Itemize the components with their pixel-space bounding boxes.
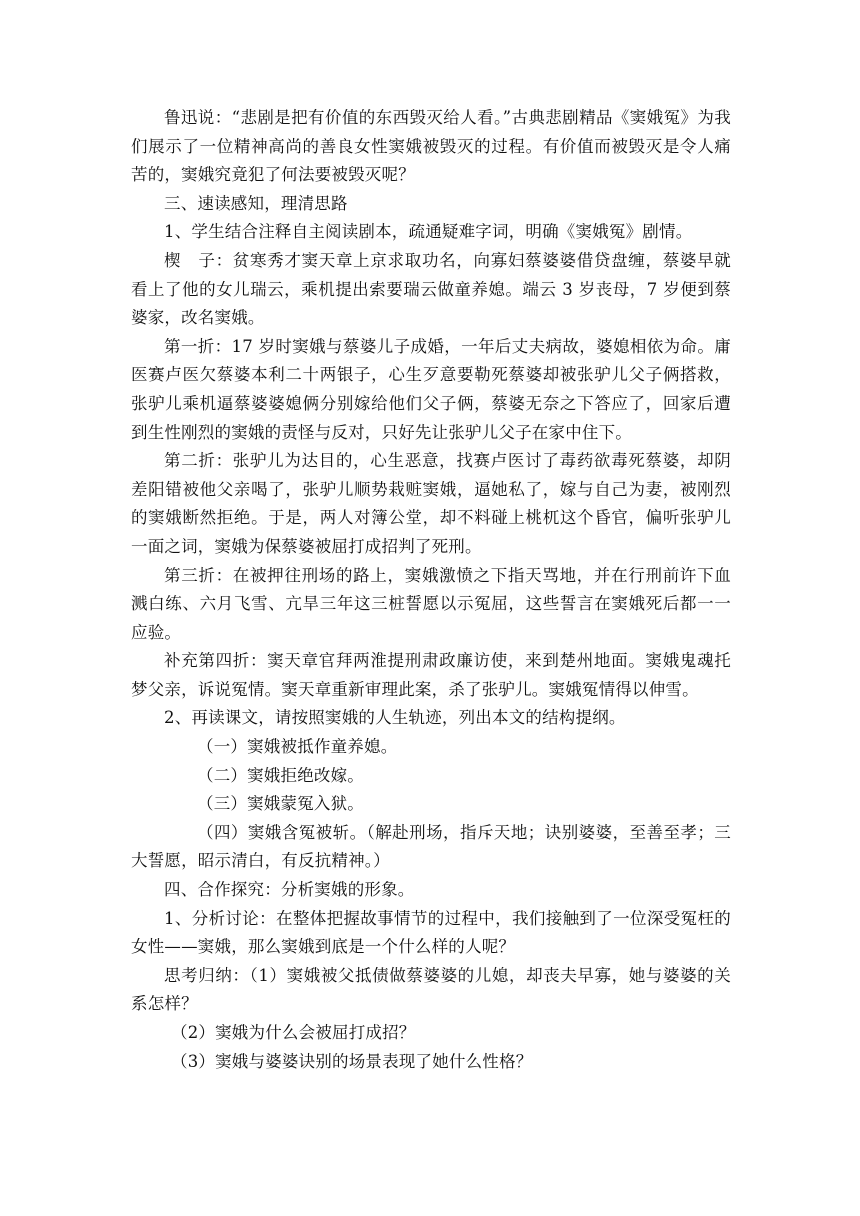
document-body <box>131 104 731 1076</box>
summary-paragraph: 思考归纳：（1）窦娥被父抵债做蔡婆婆的儿媳，却丧夫早寡，她与婆婆的关系怎样？ <box>131 965 731 1014</box>
section-heading-cooperative-inquiry: 四、合作探究：分析窦娥的形象。 <box>164 880 415 900</box>
act-1-paragraph: 第一折：17 岁时窦娥与蔡婆儿子成婚，一年后丈夫病故，婆媳相依为命。庸医赛卢医欠蔡婆本利二十两银子，心生歹意要勒死蔡婆却被张驴儿父子俩搭救，张驴儿乘机逼蔡婆婆媳俩分别嫁给他们父子俩，蔡婆无奈之下答应了，回家后遭到生性刚烈的窦娥的责怪与反对，只好先让张驴儿父子在家中住下。 <box>131 336 731 442</box>
discussion-paragraph: 1、分析讨论：在整体把握故事情节的过程中，我们接触到了一位深受冤枉的女性——窦娥，那么窦娥到底是一个什么样的人呢？ <box>131 908 731 957</box>
outline-item: （二）窦娥拒绝改嫁。 <box>197 765 364 785</box>
question-item: （2）窦娥为什么会被屈打成招？ <box>171 1023 416 1042</box>
outline-item: （四）窦娥含冤被斩。（解赴刑场，指斥天地；诀别婆婆，至善至孝；三大誓愿，昭示清白，有反抗精神。） <box>131 822 731 871</box>
question-item: （3）窦娥与婆婆诀别的场景表现了她什么性格？ <box>171 1051 533 1071</box>
prologue-paragraph: 楔 子：贫寒秀才窦天章上京求取功名，向寡妇蔡婆婆借贷盘缠，蔡婆早就看上了他的女儿瑞云，乘机提出索要瑞云做童养媳。端云 3 岁丧母，7 岁便到蔡婆家，改名窦娥。 <box>131 250 731 328</box>
outline-item: （三）窦娥蒙冤入狱。 <box>197 794 364 814</box>
act-3-paragraph: 第三折：在被押往刑场的路上，窦娥激愤之下指天骂地，并在行刑前许下血溅白练、六月飞雪、亢旱三年这三桩誓愿以示冤屈，这些誓言在窦娥死后都一一应验。 <box>131 565 731 642</box>
task-2-paragraph: 2、再读课文，请按照窦娥的人生轨迹，列出本文的结构提纲。 <box>164 708 626 728</box>
act-4-paragraph: 补充第四折：窦天章官拜两淮提刑肃政廉访使，来到楚州地面。窦娥鬼魂托梦父亲，诉说冤情。窦天章重新审理此案，杀了张驴儿。窦娥冤情得以伸雪。 <box>131 651 731 699</box>
act-2-paragraph: 第二折：张驴儿为达目的，心生恶意，找赛卢医讨了毒药欲毒死蔡婆，却阴差阳错被他父亲喝了，张驴儿顺势栽赃窦娥，逼她私了，嫁与自己为妻，被刚烈的窦娥断然拒绝。于是，两人对簿公堂，却不料碰上桃杌这个昏官，偏听张驴儿一面之词，窦娥为保蔡婆被屈打成招判了死刑。 <box>131 451 731 556</box>
intro-paragraph: 鲁迅说：“悲剧是把有价值的东西毁灭给人看。”古典悲剧精品《窦娥冤》为我们展示了一位精神高尚的善良女性窦娥被毁灭的过程。有价值而被毁灭是令人痛苦的，窦娥究竟犯了何法要被毁灭呢？ <box>131 108 731 185</box>
outline-item: （一）窦娥被抵作童养媳。 <box>197 737 398 757</box>
task-1-paragraph: 1、学生结合注释自主阅读剧本，疏通疑难字词，明确《窦娥冤》剧情。 <box>164 222 693 242</box>
section-heading-speed-reading: 三、速读感知，理清思路 <box>164 193 348 213</box>
